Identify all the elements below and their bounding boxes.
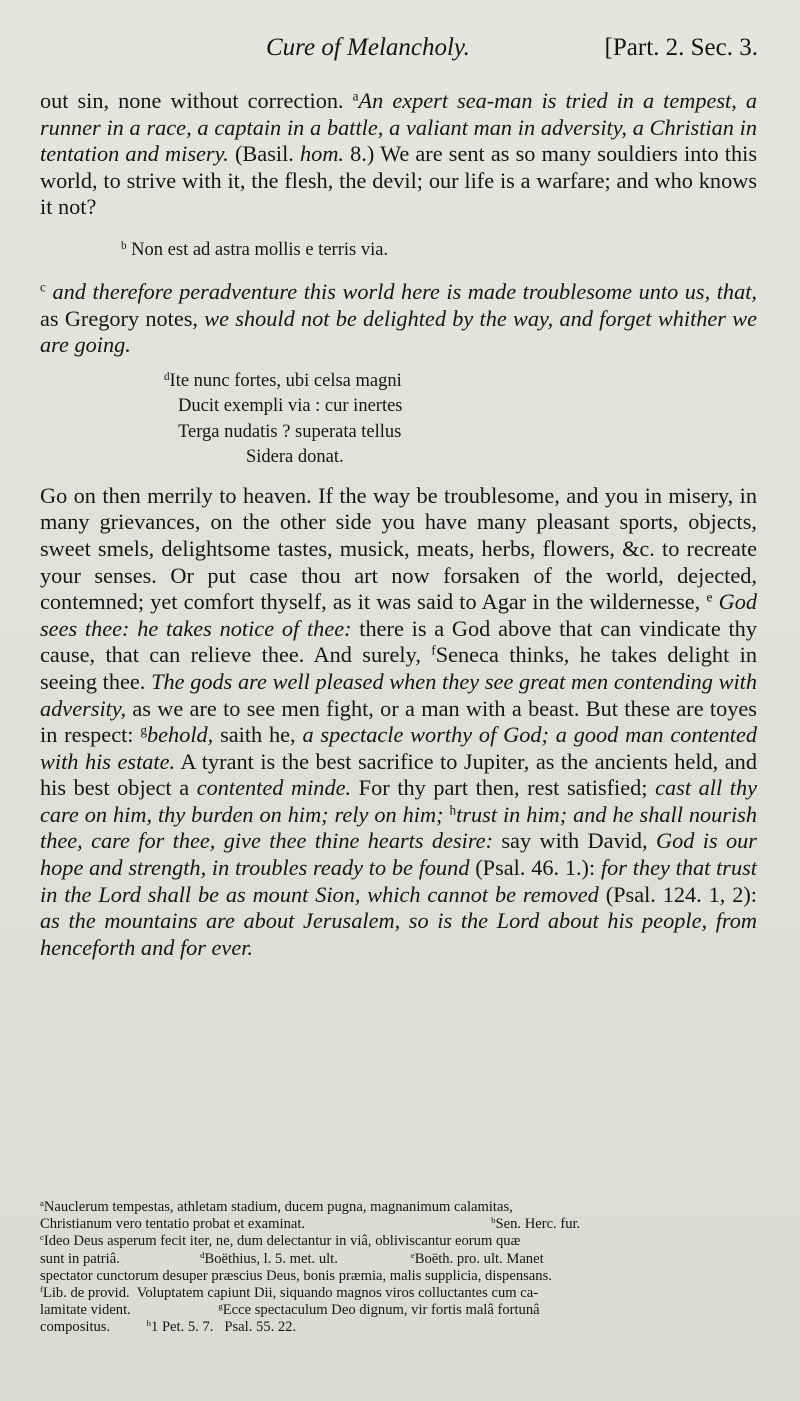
footnote-line — [40, 1199, 758, 1216]
footnote-text: Boëth. pro. ult. Manet — [414, 1250, 544, 1267]
footnote-marker: d — [164, 370, 170, 383]
footnote-text: Sen. Herc. fur. — [495, 1216, 581, 1233]
text-run: say with David, — [493, 828, 656, 854]
italic-text: for they that trust in the Lord shall be as mount Sion, which cannot be removed — [40, 855, 757, 907]
footnote-marker: h — [449, 802, 457, 818]
italic-text: behold, — [147, 722, 214, 748]
verse-line: Terga nudatis ? superata tellus — [178, 421, 402, 442]
footnote-marker: g — [218, 1301, 223, 1312]
text-run: (Psal. 124. 1, 2): — [598, 881, 757, 907]
italic-text: hom. — [300, 141, 344, 167]
running-title: Cure of Melancholy. — [266, 34, 470, 61]
footnote-line — [40, 1285, 758, 1302]
footnote-marker: c — [40, 1232, 44, 1243]
footnote-line — [40, 1251, 758, 1268]
text-run: 8.) We are sent as so many souldiers into this world, to strive with it, the flesh, the devil; our life is a warfare; and who knows it not? — [40, 141, 758, 220]
italic-text: we should not be delighted by the way, and forget whither we are going. — [40, 305, 757, 358]
italic-text: trust in him; and he shall nourish thee, care for thee, give thee thine hearts desire: — [40, 801, 757, 854]
italic-text: and therefore peradventure this world here is made troublesome unto us, that, — [45, 278, 757, 304]
footnote-line — [40, 1319, 758, 1336]
paragraph-3 — [40, 483, 757, 962]
footnote-marker: g — [140, 722, 147, 738]
latin-quotation-b — [121, 237, 757, 263]
italic-text: a spectacle worthy of God; a good man contented with his estate. — [40, 722, 757, 774]
footnote-marker: b — [121, 239, 127, 252]
footnote-line — [40, 1302, 758, 1319]
italic-text: God sees thee: he takes notice of thee: — [40, 589, 757, 641]
text-run: as we are to see men fight, or a man with a beast. But these are toyes in respect: — [40, 695, 757, 748]
footnote-marker: e — [410, 1249, 415, 1260]
footnote-text: Lib. de provid. Voluptatem capiunt Dii, siquando magnos viros colluctantes cum ca- — [42, 1285, 539, 1302]
text-run: out sin, none without correction. — [40, 88, 353, 113]
verse-line: Ducit exempli via : cur inertes — [178, 396, 403, 417]
footnote-text: Nauclerum tempestas, athletam stadium, ducem pugna, magnanimum calamitas, — [43, 1199, 513, 1215]
footnotes — [40, 1199, 758, 1337]
paragraph-2 — [40, 279, 757, 359]
footnote-line — [40, 1216, 758, 1233]
footnote-marker: a — [352, 88, 359, 104]
latin-verse — [164, 369, 757, 471]
text-run: as Gregory notes, — [40, 305, 205, 331]
footnote-text: 1 Pet. 5. 7. Psal. 55. 22. — [151, 1319, 297, 1336]
text-run: Non est ad astra mollis e terris via. — [126, 239, 389, 260]
footnote-text: Christianum vero tentatio probat et examinat. — [40, 1216, 306, 1233]
footnote-text: Ideo Deus asperum fecit iter, ne, dum delectantur in viâ, obliviscantur eorum quæ — [43, 1233, 521, 1250]
footnote-marker: b — [491, 1215, 496, 1226]
footnote-text: sunt in patriâ. — [40, 1250, 201, 1267]
footnote-marker: a — [40, 1198, 44, 1209]
footnote-text: compositus. — [40, 1319, 147, 1336]
italic-text: An expert sea-man is tried in a tempest, a runner in a race, a captain in a battle, a valiant man in adversity, a Christian in tentation and misery. — [40, 88, 757, 167]
page-body — [40, 88, 757, 961]
text-run: Go on then merrily to heaven. If the way be troublesome, and you in misery, in many grievances, on the other side you have many pleasant sports, objects, sweet smels, delightsome tastes, musick, meats, herbs, flowers, &c. to recreate your senses. Or put case thou art now forsaken of the world, dejected, contemned; yet comfort thyself, as it was said to Agar in the wildernesse, — [40, 482, 757, 615]
text-run: For thy part then, rest satisfied; — [351, 775, 656, 801]
footnote-line — [40, 1233, 758, 1250]
footnote-marker: f — [431, 642, 436, 658]
italic-text: The gods are well pleased when they see great men contending with adversity, — [40, 668, 757, 721]
footnote-marker: c — [40, 279, 46, 295]
verse-line: $^d$Ite nunc fortes, ubi celsa magni — [164, 370, 402, 391]
footnote-text: Ecce spectaculum Deo dignum, vir fortis malâ fortunâ — [222, 1302, 540, 1319]
text-run: (Basil. — [228, 141, 301, 167]
part-section-reference: [Part. 2. Sec. 3. — [604, 34, 758, 61]
italic-text: God is our hope and strength, in troubles ready to be found — [40, 828, 757, 881]
text-run: saith he, — [213, 722, 303, 748]
footnote-marker: d — [200, 1249, 205, 1260]
italic-text: as the mountains are about Jerusalem, so is the Lord about his people, from henceforth and for ever. — [40, 908, 757, 960]
text-run: Seneca thinks, he takes delight in seeing thee. — [40, 642, 757, 694]
footnote-marker: f — [40, 1284, 43, 1295]
footnote-text: lamitate vident. — [40, 1302, 219, 1319]
footnote-line — [40, 1268, 758, 1285]
text-run: A tyrant is the best sacrifice to Jupiter, as the ancients held, and his best object a — [40, 748, 757, 801]
text-run: there is a God above that can vindicate thy cause, that can relieve thee. And surely, — [40, 615, 757, 668]
running-header — [40, 30, 760, 70]
italic-text: cast all thy care on him, thy burden on him; rely on him; — [40, 775, 757, 827]
footnote-marker: h — [146, 1318, 151, 1329]
text-run: (Psal. 46. 1.): — [469, 855, 601, 881]
footnote-text — [305, 1216, 491, 1232]
footnote-text: Boëthius, l. 5. met. ult. — [204, 1250, 411, 1267]
footnote-text: spectator cunctorum desuper præscius Deus, bonis præmia, malis supplicia, dispensans. — [40, 1267, 552, 1284]
paragraph-1 — [40, 88, 757, 221]
verse-line: Sidera donat. — [246, 447, 344, 468]
footnote-marker: e — [706, 589, 713, 605]
italic-text: contented minde. — [196, 775, 352, 801]
